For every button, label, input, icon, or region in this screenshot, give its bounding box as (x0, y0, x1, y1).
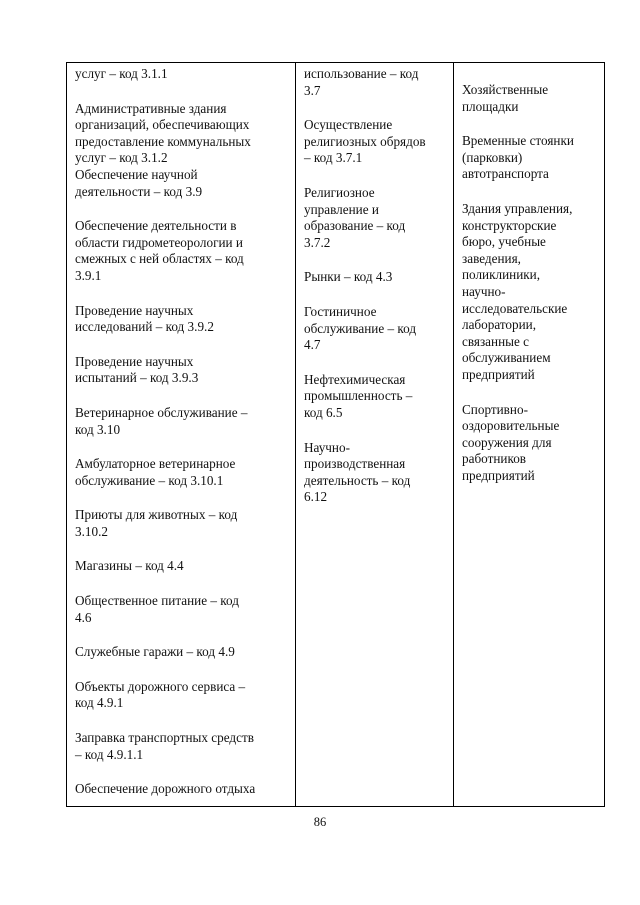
table-entry: Хозяйственные площадки (462, 82, 549, 114)
table-entry: Магазины – код 4.4 (75, 558, 184, 574)
table-entry: Обеспечение научной деятельности – код 3.9 (75, 166, 203, 199)
table-entry: Здания управления, конструкторские бюро, учебные заведения, поликлиники, научно- исследовательские лаборатории, связанные с обслуживанием предприятий (462, 200, 573, 382)
table-entry: Религиозное управление и образование – код 3.7.2 (304, 184, 406, 250)
table-column-auxiliary-uses (454, 63, 604, 806)
table-entry: Обеспечение дорожного отдыха (75, 781, 256, 797)
table-entry: Ветеринарное обслуживание – код 3.10 (75, 404, 248, 437)
table-entry: использование – код 3.7 (304, 66, 419, 98)
table-entry: Рынки – код 4.3 (304, 269, 393, 285)
table-entry: Научно- производственная деятельность – код 6.12 (304, 439, 411, 505)
table-entry: Гостиничное обслуживание – код 4.7 (304, 303, 417, 353)
table-entry: Обеспечение деятельности в области гидрометеорологии и смежных с ней областях – код 3.9.1 (75, 218, 244, 283)
land-use-table (66, 62, 605, 807)
page-number: 86 (313, 815, 327, 829)
table-entry: Административные здания организаций, обеспечивающих предоставление коммунальных услуг – код 3.1.2 (75, 100, 251, 166)
table-entry: Нефтехимическая промышленность – код 6.5 (304, 371, 413, 420)
table-entry: Осуществление религиозных обрядов – код 3.7.1 (304, 117, 426, 166)
table-column-conditional-uses (296, 63, 454, 806)
table-entry: Приюты для животных – код 3.10.2 (75, 507, 238, 539)
table-entry: Служебные гаражи – код 4.9 (75, 644, 235, 660)
table-entry: Спортивно- оздоровительные сооружения для работников предприятий (462, 401, 560, 483)
table-entry: Общественное питание – код 4.6 (75, 593, 239, 625)
table-entry: Амбулаторное ветеринарное обслуживание – код 3.10.1 (75, 456, 236, 488)
table-entry: Временные стоянки (парковки) автотранспорта (462, 133, 574, 182)
table-entry: Объекты дорожного сервиса – код 4.9.1 (75, 678, 246, 711)
table-entry: Проведение научных испытаний – код 3.9.3 (75, 353, 199, 386)
table-entry: Проведение научных исследований – код 3.9.2 (75, 302, 214, 335)
table-column-main-uses (67, 63, 296, 806)
table-entry: услуг – код 3.1.1 (75, 66, 168, 81)
table-entry: Заправка транспортных средств – код 4.9.1.1 (75, 730, 254, 762)
